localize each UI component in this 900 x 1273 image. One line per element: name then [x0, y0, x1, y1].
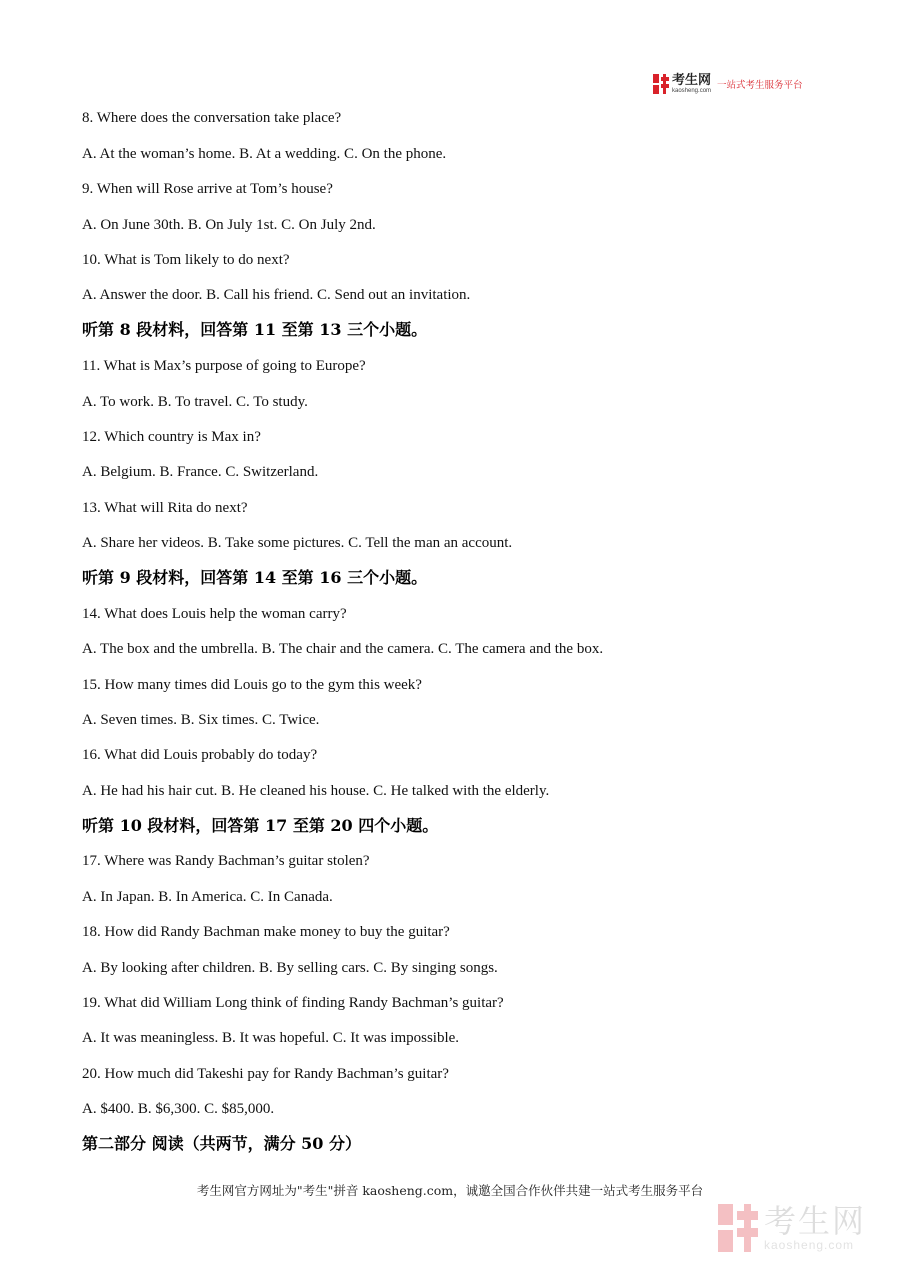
options-line: A. $400. B. $6,300. C. $85,000. — [82, 1101, 275, 1117]
question-line: 16. What did Louis probably do today? — [82, 747, 318, 763]
section-heading: 听第 9 段材料，回答第 14 至第 16 三个小题。 — [82, 568, 428, 587]
question-line: 11. What is Max’s purpose of going to Europe? — [82, 358, 366, 374]
section-heading: 第二部分 阅读（共两节，满分 50 分） — [82, 1134, 361, 1153]
options-line: A. On June 30th. B. On July 1st. C. On July 2nd. — [82, 217, 376, 233]
watermark-domain: kaosheng.com — [764, 1238, 855, 1252]
options-line: A. To work. B. To travel. C. To study. — [82, 394, 308, 410]
section-heading: 听第 8 段材料，回答第 11 至第 13 三个小题。 — [82, 320, 428, 339]
page-footer: 考生网官方网址为"考生"拼音 kaosheng.com，诚邀全国合作伙伴共建一站式考生服务平台 — [196, 1183, 704, 1198]
question-line: 10. What is Tom likely to do next? — [82, 252, 290, 268]
header-logo — [653, 72, 803, 96]
question-line: 19. What did William Long think of finding Randy Bachman’s guitar? — [82, 995, 504, 1011]
watermark-name: 考生网 — [764, 1202, 867, 1240]
options-line: A. Belgium. B. France. C. Switzerland. — [82, 464, 319, 480]
options-line: A. Share her videos. B. Take some pictures. C. Tell the man an account. — [82, 535, 513, 551]
kaosheng-watermark-icon — [718, 1204, 758, 1252]
logo-domain: kaosheng.com — [672, 88, 712, 94]
question-line: 15. How many times did Louis go to the gym this week? — [82, 677, 422, 693]
kaosheng-logo-icon — [653, 74, 669, 94]
question-line: 14. What does Louis help the woman carry? — [82, 606, 347, 622]
logo-slogan: 一站式考生服务平台 — [717, 80, 803, 91]
question-line: 18. How did Randy Bachman make money to buy the guitar? — [82, 924, 450, 940]
options-line: A. The box and the umbrella. B. The chair and the camera. C. The camera and the box. — [82, 641, 604, 657]
options-line: A. In Japan. B. In America. C. In Canada. — [82, 889, 333, 905]
question-line: 9. When will Rose arrive at Tom’s house? — [82, 181, 333, 197]
question-line: 8. Where does the conversation take place? — [82, 110, 342, 126]
options-line: A. By looking after children. B. By selling cars. C. By singing songs. — [82, 960, 498, 976]
options-line: A. Seven times. B. Six times. C. Twice. — [82, 712, 320, 728]
question-line: 13. What will Rita do next? — [82, 500, 248, 516]
options-line: A. Answer the door. B. Call his friend. C. Send out an invitation. — [82, 287, 471, 303]
logo-name: 考生网 — [672, 73, 712, 88]
options-line: A. He had his hair cut. B. He cleaned his house. C. He talked with the elderly. — [82, 783, 550, 799]
watermark — [718, 1204, 866, 1252]
question-line: 20. How much did Takeshi pay for Randy Bachman’s guitar? — [82, 1066, 449, 1082]
section-heading: 听第 10 段材料，回答第 17 至第 20 四个小题。 — [82, 816, 439, 835]
question-line: 17. Where was Randy Bachman’s guitar stolen? — [82, 853, 370, 869]
options-line: A. At the woman’s home. B. At a wedding. C. On the phone. — [82, 146, 447, 162]
question-line: 12. Which country is Max in? — [82, 429, 261, 445]
options-line: A. It was meaningless. B. It was hopeful. C. It was impossible. — [82, 1030, 460, 1046]
